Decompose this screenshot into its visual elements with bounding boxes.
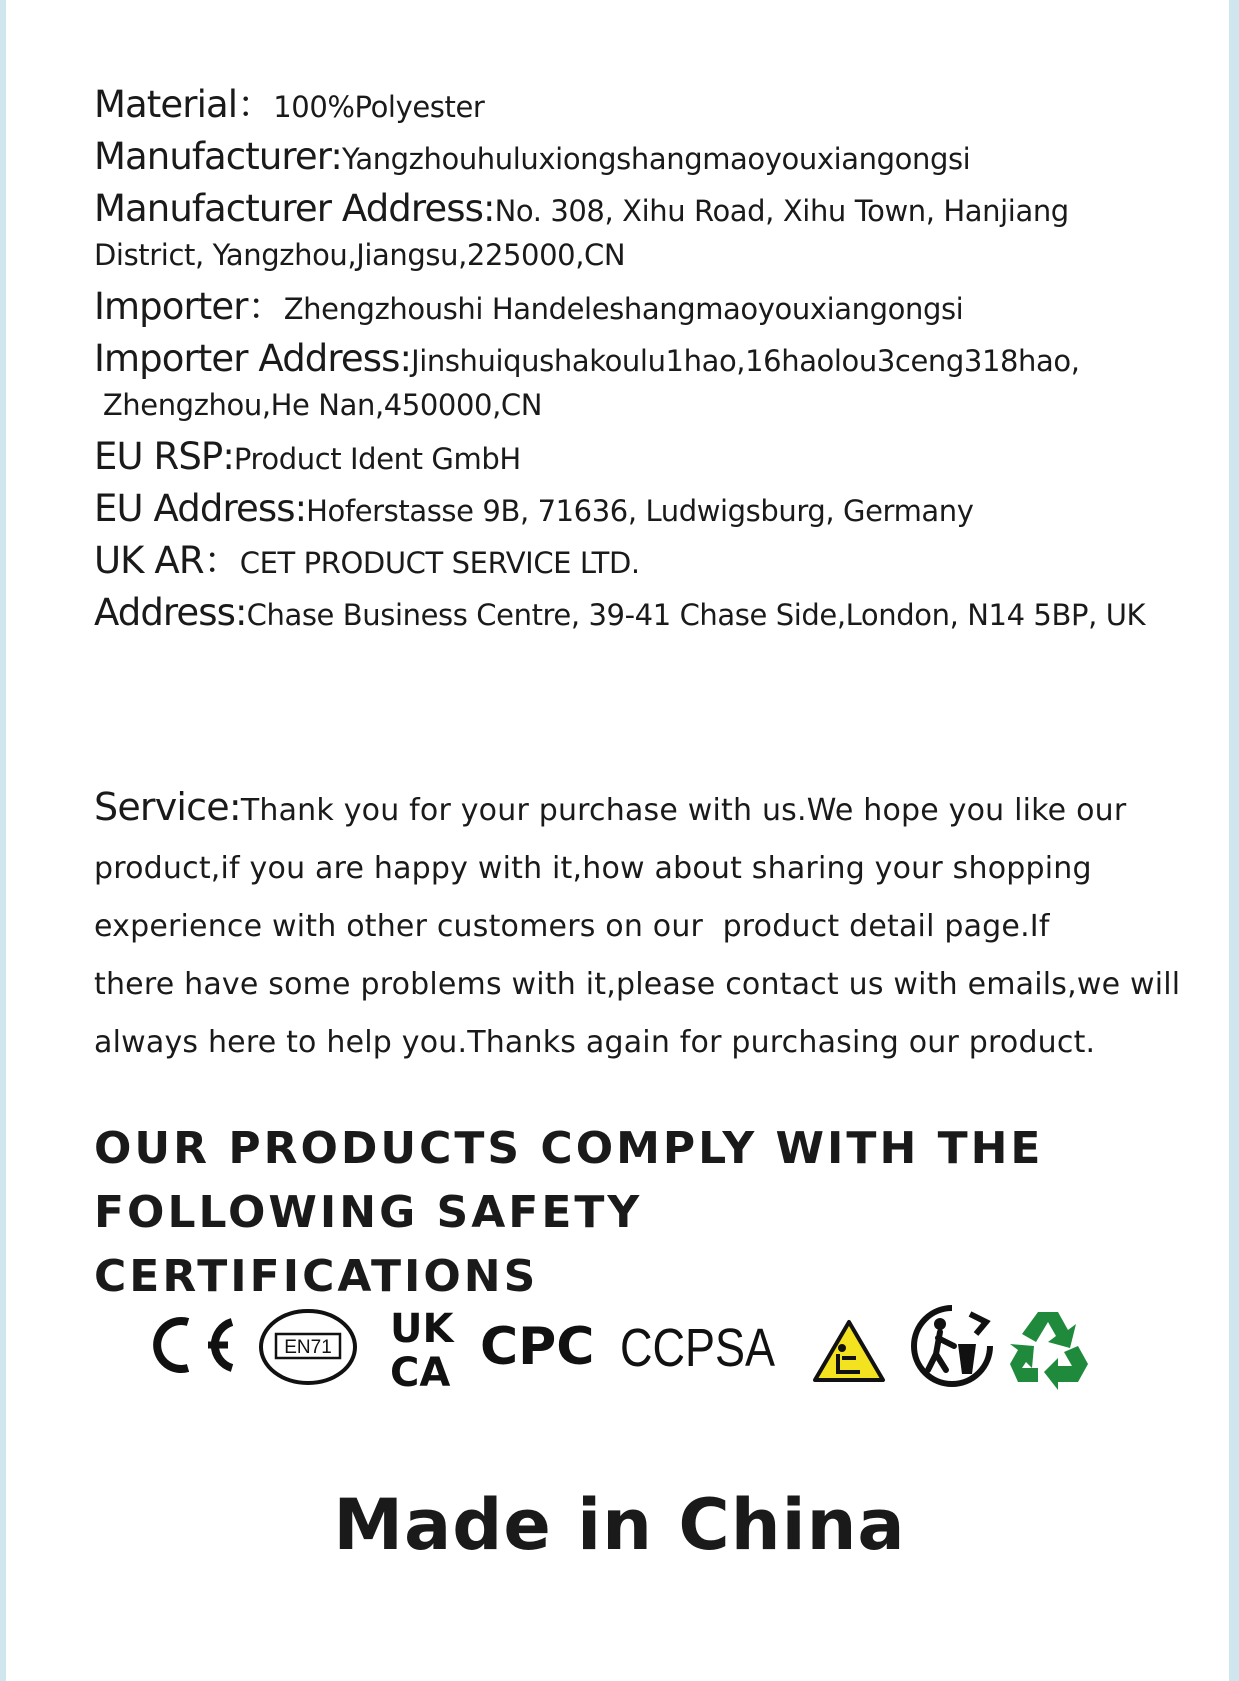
eu-rsp-value: Product Ident GmbH — [233, 442, 521, 476]
manufacturer-label: Manufacturer: — [94, 135, 342, 178]
manufacturer-value: Yangzhouhuluxiongshangmaoyouxiangongsi — [342, 142, 971, 176]
ukca-mark-icon — [388, 1302, 466, 1397]
tidyman-disposal-icon — [910, 1304, 994, 1393]
en71-text: EN71 — [284, 1337, 332, 1358]
uk-address-line — [94, 592, 1174, 636]
uk-ar-label: UK AR： — [94, 539, 240, 582]
ukca-bottom-text: CA — [390, 1350, 451, 1396]
material-line — [94, 84, 1174, 128]
manufacturer-address-line — [94, 188, 1174, 232]
uk-ar-line — [94, 540, 1174, 584]
ce-mark-icon — [150, 1310, 240, 1385]
recycle-icon — [1008, 1304, 1092, 1395]
made-in-china: Made in China — [333, 1484, 906, 1566]
eu-address-label: EU Address: — [94, 487, 307, 530]
importer-label: Importer： — [94, 285, 284, 328]
eu-rsp-label: EU RSP: — [94, 435, 234, 478]
importer-line — [94, 286, 1174, 330]
cpc-mark-icon — [480, 1316, 600, 1381]
service-text-5: always here to help you.Thanks again for purchasing our product. — [94, 1025, 1096, 1060]
material-value: 100%Polyester — [273, 90, 485, 124]
manufacturer-address-value: No. 308, Xihu Road, Xihu Town, Hanjiang — [494, 194, 1069, 228]
service-line-1 — [94, 778, 1184, 840]
left-edge-strip — [0, 0, 6, 1681]
manufacturer-address-label: Manufacturer Address: — [94, 187, 495, 230]
uk-ar-value: CET PRODUCT SERVICE LTD. — [239, 546, 640, 580]
importer-address-label: Importer Address: — [94, 337, 412, 380]
service-text-2: product,if you are happy with it,how about sharing your shopping — [94, 851, 1092, 886]
importer-value: Zhengzhoushi Handeleshangmaoyouxiangongsi — [283, 292, 964, 326]
service-text-4: there have some problems with it,please contact us with emails,we will — [94, 967, 1181, 1002]
importer-address-continuation: Zhengzhou,He Nan,450000,CN — [94, 388, 543, 422]
uk-address-value: Chase Business Centre, 39-41 Chase Side,London, N14 5BP, UK — [246, 598, 1146, 632]
service-text-3: experience with other customers on our product detail page.If — [94, 909, 1050, 944]
eu-address-line — [94, 488, 1174, 532]
cpc-text: CPC — [480, 1317, 595, 1377]
service-text-1: Thank you for your purchase with us.We hope you like our — [240, 793, 1127, 828]
importer-address-line — [94, 338, 1174, 382]
eu-rsp-line — [94, 436, 1174, 480]
material-label: Material： — [94, 83, 274, 126]
certification-heading-line-1: OUR PRODUCTS COMPLY WITH THE — [94, 1123, 1044, 1174]
en71-mark-icon — [258, 1308, 358, 1391]
ccpsa-text: CCPSA — [620, 1318, 775, 1378]
eu-address-value: Hoferstasse 9B, 71636, Ludwigsburg, Germany — [306, 494, 974, 528]
ce-text: CE — [150, 1310, 152, 1311]
ccpsa-mark-icon — [620, 1318, 780, 1383]
service-label: Service: — [94, 785, 241, 829]
uk-address-label: Address: — [94, 591, 247, 634]
importer-address-value: Jinshuiqushakoulu1hao,16haolou3ceng318hao, — [411, 344, 1080, 378]
right-edge-strip — [1229, 0, 1239, 1681]
certification-heading-line-2: FOLLOWING SAFETY CERTIFICATIONS — [94, 1187, 643, 1302]
certification-heading — [94, 1117, 1094, 1309]
manufacturer-line — [94, 136, 1174, 180]
product-info-block — [94, 84, 1174, 636]
ukca-top-text: UK — [390, 1306, 454, 1352]
manufacturer-address-continuation: District, Yangzhou,Jiangsu,225000,CN — [94, 238, 626, 272]
age-warning-icon — [812, 1318, 886, 1389]
certification-logos — [150, 1308, 1110, 1408]
service-paragraph — [94, 778, 1184, 1072]
